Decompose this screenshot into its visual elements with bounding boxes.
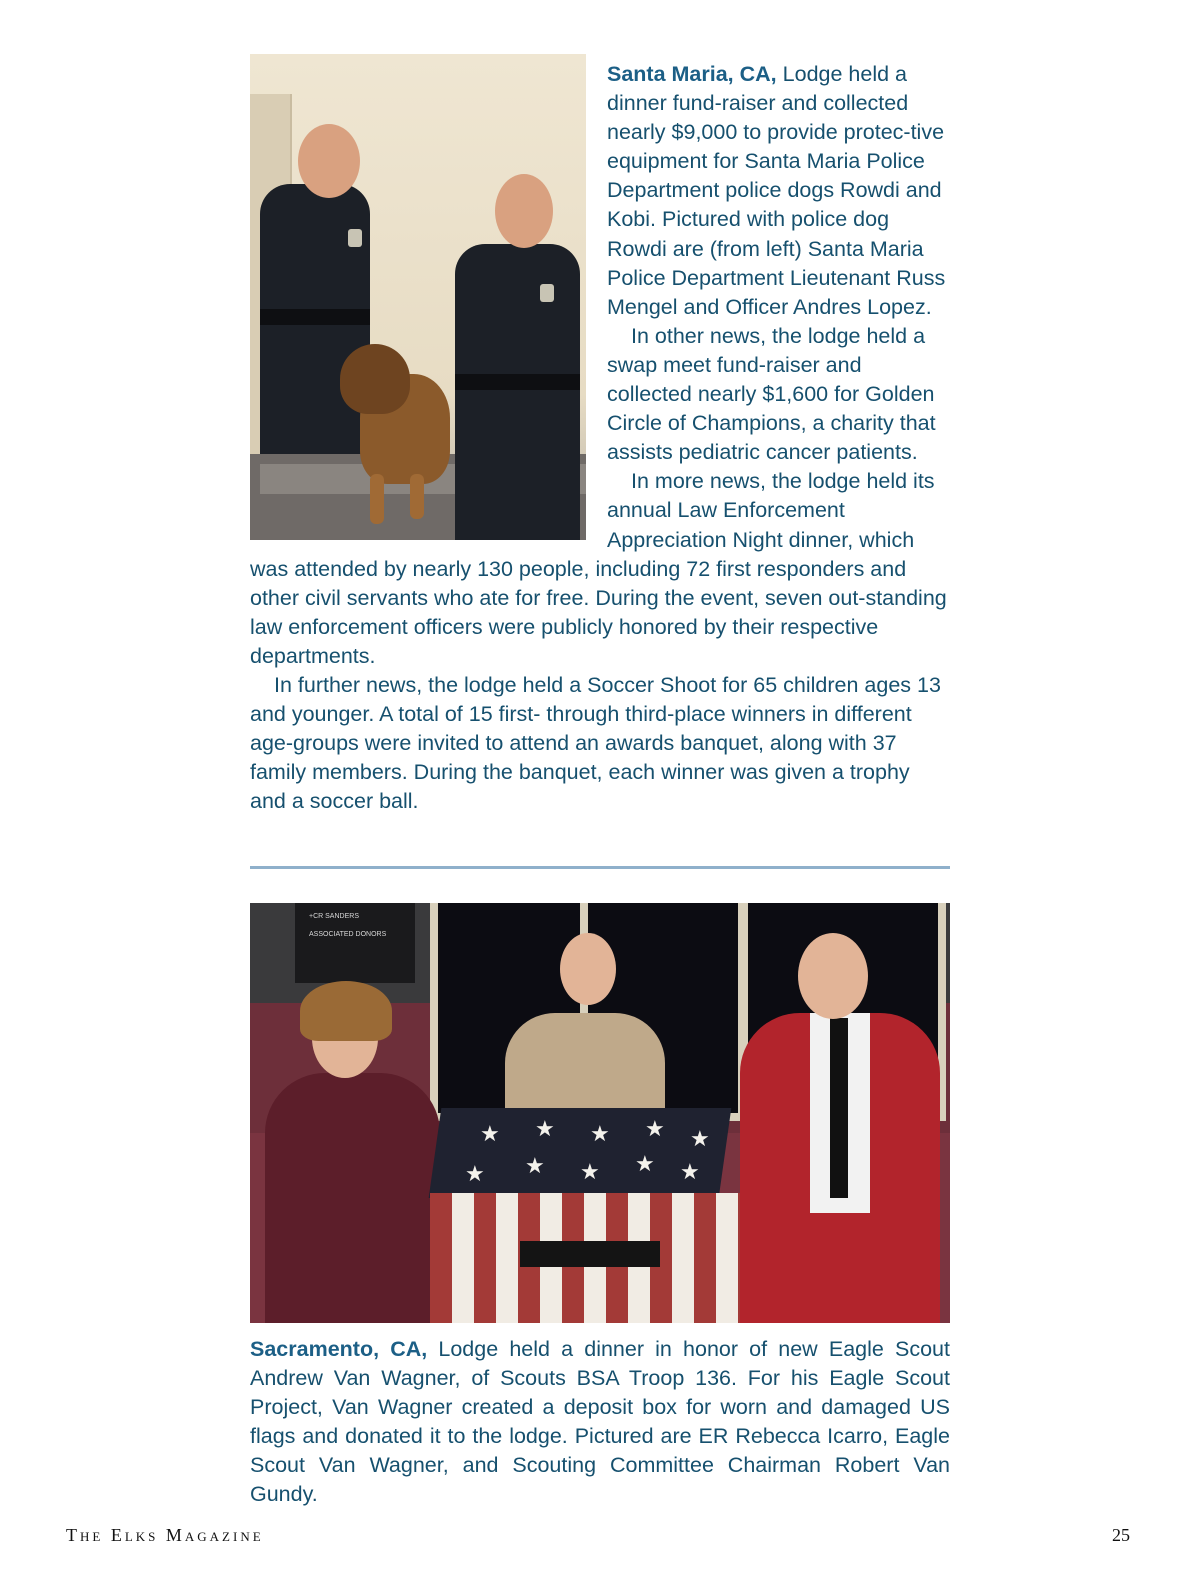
santa-maria-paragraph-1: Santa Maria, CA, Lodge held a dinner fund-raiser and collected nearly $9,000 to provide protec-tive equipment for Santa Maria Police Department police dogs Rowdi and Kobi. Pictured with police dog Rowdi are (from left) Santa Maria Police Department Lieutenant Russ Mengel and Officer Andres Lopez. — [607, 62, 946, 319]
star-icon: ★ — [635, 1151, 655, 1176]
star-icon: ★ — [590, 1121, 610, 1146]
eagle-scout-photo — [250, 903, 950, 1323]
star-icon: ★ — [535, 1116, 555, 1141]
star-icon: ★ — [465, 1161, 485, 1186]
sacramento-paragraph-1: Sacramento, CA, Lodge held a dinner in honor of new Eagle Scout Andrew Van Wagner, of Scouts BSA Troop 136. For his Eagle Scout Project, Van Wagner created a deposit box for worn and damaged US flags and donated it to the lodge. Pictured are ER Rebecca Icarro, Eagle Scout Van Wagner, and Scouting Committee Chairman Robert Van Gundy. — [250, 1337, 950, 1507]
page-number: 25 — [1112, 1525, 1130, 1545]
person-rebecca-icarro — [265, 1073, 440, 1323]
star-icon: ★ — [480, 1121, 500, 1146]
star-icon: ★ — [525, 1153, 545, 1178]
santa-maria-paragraph-3: In more news, the lodge held its annual Law Enforcement Appreciation Night dinner, which was attended by nearly 130 people, including 72 first responders and other civil servants who ate for free. During the event, seven out-standing law enforcement officers were publicly honored by their respective departments. — [250, 469, 947, 668]
star-icon: ★ — [690, 1126, 710, 1151]
santa-maria-story — [250, 60, 950, 816]
santa-maria-paragraph-2: In other news, the lodge held a swap meet fund-raiser and collected nearly $1,600 for Golden Circle of Champions, a charity that assists pediatric cancer patients. — [607, 323, 936, 465]
santa-maria-paragraph-4: In further news, the lodge held a Soccer Shoot for 65 children ages 13 and younger. A total of 15 first- through third-place winners in different age-groups were invited to attend an awards banquet, along with 37 family members. During the banquet, each winner was given a trophy and a soccer ball. — [250, 672, 941, 814]
star-icon: ★ — [645, 1116, 665, 1141]
santa-maria-location: Santa Maria, CA, — [607, 62, 777, 86]
magazine-name: The Elks Magazine — [66, 1525, 264, 1545]
donor-board: +CR SANDERS ASSOCIATED DONORS — [295, 903, 415, 983]
star-icon: ★ — [680, 1159, 700, 1184]
section-divider — [250, 866, 950, 869]
star-icon: ★ — [580, 1159, 600, 1184]
sacramento-location: Sacramento, CA, — [250, 1337, 428, 1361]
sacramento-story — [250, 1335, 950, 1510]
